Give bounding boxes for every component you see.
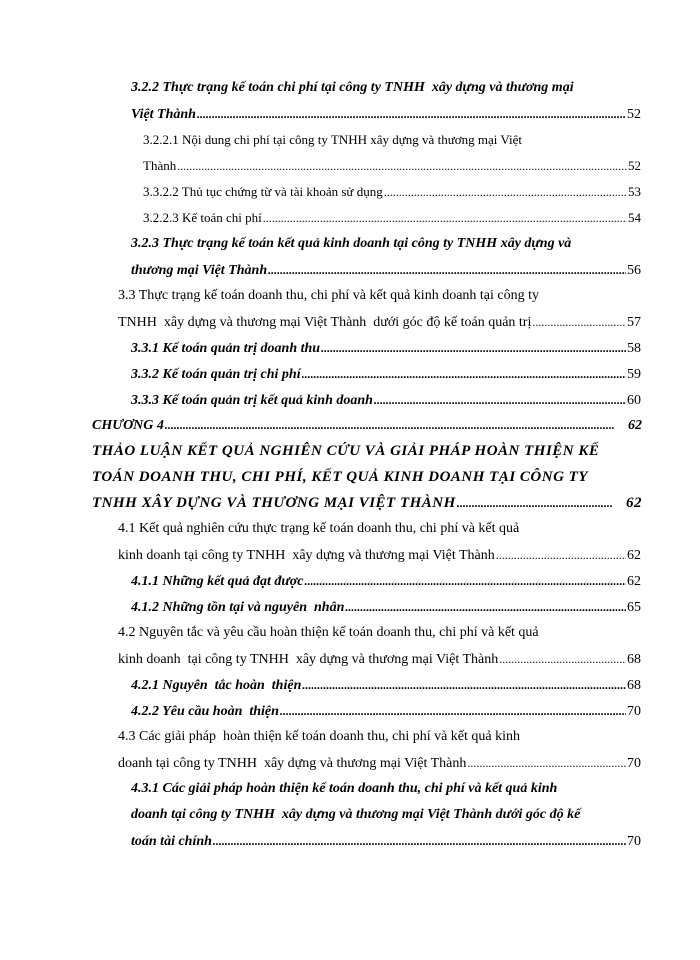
toc-page-number: 58 — [627, 341, 641, 356]
toc-page-number: 68 — [627, 678, 641, 693]
leader-dots — [496, 545, 626, 565]
toc-page-number: 62 — [628, 418, 642, 433]
leader-dots — [302, 364, 626, 384]
toc-entry-text: 4.2.2 Yêu cầu hoàn thiện — [131, 704, 279, 719]
toc-entry-3-2-2-line1 — [131, 78, 641, 98]
leader-dots — [268, 260, 626, 280]
toc-entry-4-2-1 — [131, 675, 641, 695]
toc-page-number: 70 — [627, 834, 641, 849]
toc-entry-3-3-2-2 — [143, 182, 641, 202]
toc-page-number: 60 — [627, 393, 641, 408]
toc-entry-text: 4.1.1 Những kết quả đạt được — [131, 574, 304, 589]
toc-entry-text: 3.3.3 Kế toán quản trị kết quả kinh doanh — [131, 393, 373, 408]
toc-entry-3-2-3-line2 — [131, 260, 641, 280]
toc-chapter-title-line3 — [92, 493, 642, 513]
toc-entry-text: 4.2.1 Nguyên tắc hoàn thiện — [131, 678, 302, 693]
leader-dots — [304, 571, 626, 591]
toc-page-number: 65 — [627, 600, 641, 615]
leader-dots — [280, 701, 626, 721]
toc-entry-3-3-2 — [131, 364, 641, 384]
toc-entry-text: toán tài chính — [131, 834, 212, 849]
toc-entry-text: 4.1 Kết quả nghiên cứu thực trạng kế toán doanh thu, chi phí và kết quả — [118, 521, 520, 536]
toc-entry-text: 4.2 Nguyên tắc và yêu cầu hoàn thiện kế toán doanh thu, chi phí và kết quả — [118, 625, 539, 640]
leader-dots — [374, 390, 626, 410]
toc-chapter-title-line1 — [92, 441, 642, 461]
toc-entry-4-2-line2 — [118, 649, 641, 669]
toc-entry-4-1-line1 — [118, 519, 641, 539]
toc-entry-4-3-1-line3 — [131, 831, 641, 851]
toc-entry-text: 3.2.2.1 Nội dung chi phí tại công ty TNHH xây dựng và thương mại Việt — [143, 132, 522, 147]
leader-dots — [263, 208, 627, 228]
toc-entry-text: THẢO LUẬN KẾT QUẢ NGHIÊN CỨU VÀ GIẢI PHÁP HOÀN THIỆN KẾ — [92, 443, 600, 459]
leader-dots — [467, 753, 626, 773]
toc-page-number: 62 — [626, 495, 642, 511]
toc-page-number: 56 — [627, 263, 641, 278]
toc-page-number: 62 — [627, 574, 641, 589]
leader-dots — [197, 104, 626, 124]
toc-entry-3-2-2-1-line1 — [143, 130, 641, 150]
toc-page-number: 53 — [628, 184, 641, 199]
toc-entry-3-2-2-3 — [143, 208, 641, 228]
leader-dots — [499, 649, 626, 669]
toc-entry-4-1-line2 — [118, 545, 641, 565]
toc-entry-text: TNHH xây dựng và thương mại Việt Thành dưới góc độ kế toán quản trị — [118, 315, 532, 330]
toc-page-number: 57 — [627, 315, 641, 330]
toc-page-number: 52 — [628, 158, 641, 173]
leader-dots — [213, 831, 626, 851]
toc-entry-text: 3.3.2.2 Thủ tục chứng từ và tài khoản sử dụng — [143, 184, 383, 199]
toc-entry-text: thương mại Việt Thành — [131, 263, 268, 278]
toc-entry-text: 4.1.2 Những tồn tại và nguyên nhân — [131, 600, 345, 615]
toc-page-number: 62 — [627, 548, 641, 563]
toc-entry-3-3-line1 — [118, 286, 641, 306]
toc-entry-4-3-1-line1 — [131, 779, 641, 799]
toc-entry-text: doanh tại công ty TNHH xây dựng và thương mại Việt Thành dưới góc độ kế — [131, 807, 581, 822]
toc-page-number: 59 — [627, 367, 641, 382]
toc-entry-text: Thành — [143, 158, 177, 173]
toc-entry-3-3-1 — [131, 338, 641, 358]
toc-entry-text: 3.3.1 Kế toán quản trị doanh thu — [131, 341, 321, 356]
toc-chapter-4 — [92, 415, 642, 435]
toc-chapter-title-line2 — [92, 467, 642, 487]
toc-entry-3-2-2-line2 — [131, 104, 641, 124]
toc-page-number: 68 — [627, 652, 641, 667]
toc-page-number: 54 — [628, 210, 641, 225]
toc-entry-text: TOÁN DOANH THU, CHI PHÍ, KẾT QUẢ KINH DOANH TẠI CÔNG TY — [92, 469, 589, 485]
toc-entry-text: 3.2.3 Thực trạng kế toán kết quả kinh doanh tại công ty TNHH xây dựng và — [131, 236, 572, 251]
toc-entry-text: 4.3.1 Các giải pháp hoàn thiện kế toán doanh thu, chi phí và kết quả kinh — [131, 781, 558, 796]
toc-entry-4-2-2 — [131, 701, 641, 721]
leader-dots — [302, 675, 626, 695]
toc-entry-4-1-1 — [131, 571, 641, 591]
toc-page-number: 70 — [627, 756, 641, 771]
leader-dots — [345, 597, 626, 617]
toc-entry-text: 3.3.2 Kế toán quản trị chi phí — [131, 367, 301, 382]
toc-entry-3-2-3-line1 — [131, 234, 641, 254]
toc-entry-4-3-1-line2 — [131, 805, 641, 825]
toc-entry-4-3-line2 — [118, 753, 641, 773]
toc-entry-text: 3.3 Thực trạng kế toán doanh thu, chi phí và kết quả kinh doanh tại công ty — [118, 288, 540, 303]
toc-entry-text: kinh doanh tại công ty TNHH xây dựng và thương mại Việt Thành — [118, 548, 495, 563]
leader-dots — [532, 312, 626, 332]
toc-entry-text: CHƯƠNG 4 — [92, 418, 164, 433]
toc-entry-text: 3.2.2 Thực trạng kế toán chi phí tại công ty TNHH xây dựng và thương mại — [131, 80, 574, 95]
toc-entry-3-3-3 — [131, 390, 641, 410]
toc-entry-text: Việt Thành — [131, 107, 196, 122]
leader-dots — [177, 156, 627, 176]
toc-entry-4-1-2 — [131, 597, 641, 617]
leader-dots — [165, 415, 615, 435]
leader-dots — [321, 338, 626, 358]
toc-entry-text: 4.3 Các giải pháp hoàn thiện kế toán doanh thu, chi phí và kết quả kinh — [118, 729, 521, 744]
toc-page-number: 52 — [627, 107, 641, 122]
toc-entry-3-3-line2 — [118, 312, 641, 332]
toc-entry-text: doanh tại công ty TNHH xây dựng và thương mại Việt Thành — [118, 756, 467, 771]
toc-entry-text: kinh doanh tại công ty TNHH xây dựng và thương mại Việt Thành — [118, 652, 499, 667]
leader-dots — [384, 182, 627, 202]
toc-entry-4-3-line1 — [118, 727, 641, 747]
toc-entry-text: TNHH XÂY DỰNG VÀ THƯƠNG MẠI VIỆT THÀNH — [92, 495, 456, 511]
toc-entry-3-2-2-1-line2 — [143, 156, 641, 176]
toc-entry-4-2-line1 — [118, 623, 641, 643]
toc-page-number: 70 — [627, 704, 641, 719]
leader-dots — [457, 493, 613, 513]
toc-entry-text: 3.2.2.3 Kế toán chi phí — [143, 210, 262, 225]
